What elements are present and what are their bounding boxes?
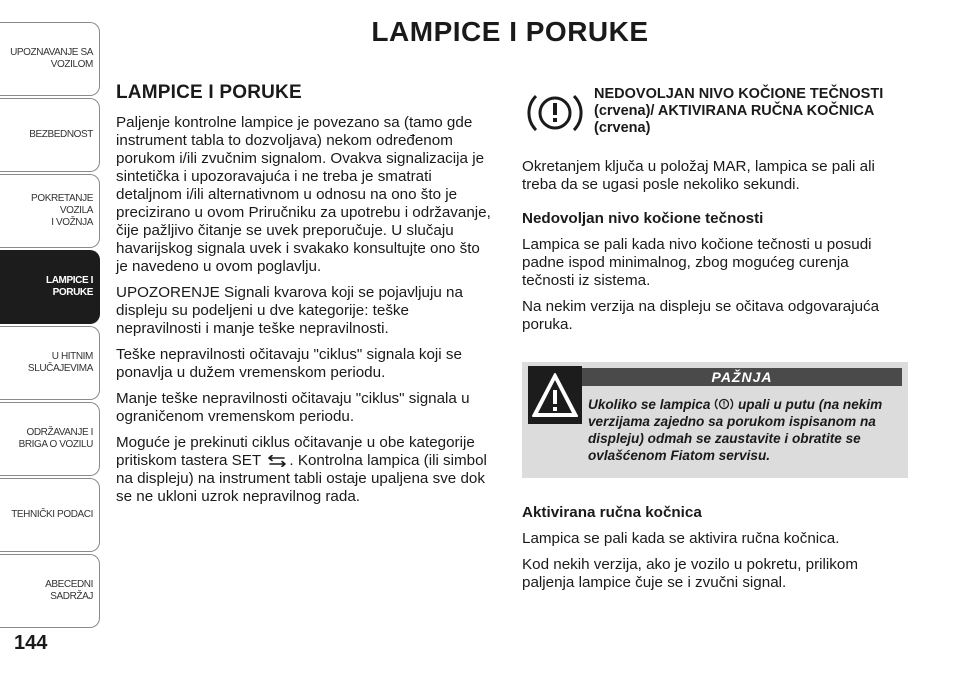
tab-hitni-slucajevi[interactable]: U HITNIM SLUČAJEVIMA	[0, 326, 100, 400]
set-button-icon	[265, 455, 289, 467]
tab-abecedni-sadrzaj[interactable]: ABECEDNI SADRŽAJ	[0, 554, 100, 628]
caution-text-end: upali u putu (na nekim verzijama zajedno sa porukom ispisanom na displeju) odmah se zaustavite i obratite se ovlašćenom Fiatom servisu.	[588, 397, 883, 463]
fluid-level-heading: Nedovoljan nivo kočione tečnosti	[522, 210, 764, 227]
tab-bezbednost[interactable]: BEZBEDNOST	[0, 98, 100, 172]
warning-paragraph: UPOZORENJE Signali kvarova koji se pojavljuju na displeju su podeljeni u dve kategorije: teške nepravilnosti i manje teške nepravilnosti.	[116, 284, 463, 337]
parking-brake-section	[522, 504, 904, 600]
tab-upoznavanje[interactable]: UPOZNAVANJE SA VOZILOM	[0, 22, 100, 96]
fluid-level-paragraph: Lampica se pali kada nivo kočione tečnosti u posudi padne ispod minimalnog, zbog mogućeg curenja tečnosti iz sistema.	[522, 236, 872, 289]
parking-brake-heading: Aktivirana ručna kočnica	[522, 504, 702, 521]
caution-text-start: Ukoliko se lampica	[588, 397, 711, 412]
display-message-paragraph: Na nekim verzija na displeju se očitava odgovarajuća poruka.	[522, 298, 880, 333]
minor-faults-paragraph: Manje teške nepravilnosti očitavaju "ciklus" signala u ograničenom vremenskom periodu.	[116, 390, 470, 425]
brake-warning-title: NEDOVOLJAN NIVO KOČIONE TEČNOSTI (crvena)/ AKTIVIRANA RUČNA KOČNICA (crvena)	[594, 86, 884, 136]
intro-paragraph: Paljenje kontrolne lampice je povezano sa (tamo gde instrument tabla to dozvoljava) nekom određenom porukom i/ili zvučnim signalom. Ovakva signalizacija je sintetička i upozoravajuća i ne treba je smatrati detaljnom i/ili alternativnom u odnosu na ono što je precizirano u ovom Priručniku za upotrebu i održavanje, čije pažljivo čitanje se uvek preporučuje. U slučaju havarijskog signala uvek i svakako konsultujte ono što je navedeno u ovom poglavlju.	[116, 114, 491, 275]
set-button-paragraph	[116, 434, 494, 506]
severe-faults-paragraph: Teške nepravilnosti očitavaju "ciklus" signala koji se ponavlja u dužem vremenskom periodu.	[116, 346, 462, 381]
right-column	[522, 84, 904, 342]
set-paragraph-start: Moguće je prekinuti ciklus očitavanje u obe kategorije pritiskom tastera SET	[116, 434, 475, 469]
caution-box	[522, 362, 908, 478]
key-position-paragraph: Okretanjem ključa u položaj MAR, lampica se pali ali treba da se ugasi posle nekoliko sekundi.	[522, 158, 875, 193]
caution-text	[528, 396, 900, 464]
tab-lampice-active[interactable]: LAMPICE I PORUKE	[0, 250, 100, 324]
parking-brake-paragraph: Lampica se pali kada se aktivira ručna kočnica.	[522, 530, 840, 547]
brake-warning-inline-icon	[714, 397, 734, 411]
left-column	[116, 84, 494, 514]
set-paragraph-end: . Kontrolna lampica (ili simbol na displeju) na instrument tabli ostaje upaljena sve dok se ne ukloni uzrok nepravilnog rada.	[116, 452, 487, 505]
caution-label: PAŽNJA	[582, 368, 902, 386]
page-title: LAMPICE I PORUKE	[371, 16, 649, 47]
brake-warning-header	[522, 84, 904, 158]
page-number: 144	[14, 632, 48, 654]
brake-warning-icon	[526, 88, 584, 138]
tab-odrzavanje[interactable]: ODRŽAVANJE I BRIGA O VOZILU	[0, 402, 100, 476]
tab-tehnicki-podaci[interactable]: TEHNIČKI PODACI	[0, 478, 100, 552]
tab-pokretanje[interactable]: POKRETANJE VOZILA I VOŽNJA	[0, 174, 100, 248]
section-heading: LAMPICE I PORUKE	[116, 82, 302, 103]
acoustic-signal-paragraph: Kod nekih verzija, ako je vozilo u pokretu, prilikom paljenja lampice čuje se i zvučni signal.	[522, 556, 858, 591]
